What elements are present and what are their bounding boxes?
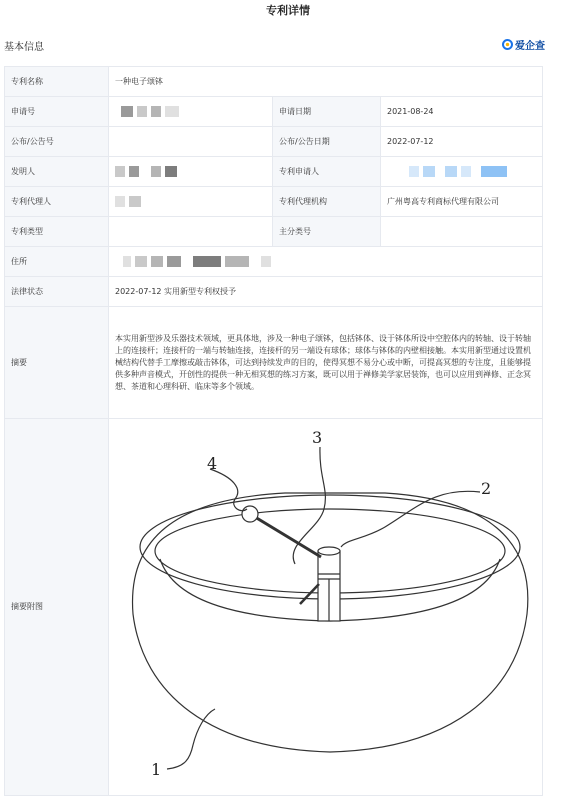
- table-row: [5, 277, 543, 307]
- figure-label-3: 3: [312, 428, 323, 447]
- publication-no-value: [109, 127, 273, 157]
- field-label: 摘要: [5, 307, 109, 419]
- applicant-redacted: [381, 157, 543, 187]
- section-title: 基本信息: [4, 42, 44, 53]
- legal-status-value: 2022-07-12 实用新型专利权授予: [109, 277, 543, 307]
- table-row: [5, 307, 543, 419]
- leader-line-3: [293, 447, 325, 564]
- table-row: [5, 187, 543, 217]
- field-label: 专利代理机构: [273, 187, 381, 217]
- magnifier-logo-icon: [502, 39, 513, 50]
- figure-label-2: 2: [481, 479, 492, 498]
- bowl-body: [133, 493, 528, 752]
- leader-line-1: [167, 709, 215, 769]
- field-label: 法律状态: [5, 277, 109, 307]
- field-label: 专利类型: [5, 217, 109, 247]
- figure-label-4: 4: [207, 454, 218, 473]
- field-label: 摘要附图: [5, 419, 109, 796]
- table-row: [5, 157, 543, 187]
- brand-logo[interactable]: [502, 37, 545, 52]
- patent-info-table: [4, 66, 543, 796]
- abstract-text: 本实用新型涉及乐器技术领域，更具体地，涉及一种电子颂钵，包括钵体、设于钵体所设中空腔体内的转轴、设于转轴上的连接杆；连接杆的一端与转轴连接，连接杆的另一端设有球体；球体与钵体的内壁相接触。本实用新型通过设置机械结构代替手工摩擦或敲击钵体，可达到持续发声的目的，使得冥想不易分心或中断，可提高冥想的专注度，且能够提供多种声音模式，开创性的提供一种无相冥想的练习方案，既可以用于禅修美学家居装饰，也可以应用到禅修、正念冥想、茶道和心理科研、临床等多个领域。: [109, 307, 543, 419]
- table-row: [5, 247, 543, 277]
- address-redacted: [109, 247, 543, 277]
- page-title: 专利详情: [266, 4, 310, 17]
- field-label: 专利名称: [5, 67, 109, 97]
- publication-date-value: 2022-07-12: [381, 127, 543, 157]
- field-label: 申请号: [5, 97, 109, 127]
- agency-value: 广州粤高专利商标代理有限公司: [381, 187, 543, 217]
- brand-name: 爱企查: [515, 41, 545, 52]
- main-class-value: [381, 217, 543, 247]
- application-no-redacted: [109, 97, 273, 127]
- abstract-figure-cell: [109, 419, 543, 796]
- field-label: 住所: [5, 247, 109, 277]
- ball: [242, 506, 258, 522]
- lower-arm: [300, 584, 319, 604]
- inventor-redacted: [109, 157, 273, 187]
- table-row: [5, 217, 543, 247]
- table-row: [5, 419, 543, 796]
- field-label: 专利申请人: [273, 157, 381, 187]
- application-date-value: 2021-08-24: [381, 97, 543, 127]
- field-label: 公布/公告号: [5, 127, 109, 157]
- patent-type-value: [109, 217, 273, 247]
- table-row: [5, 127, 543, 157]
- field-label: 主分类号: [273, 217, 381, 247]
- abstract-figure: [115, 419, 548, 791]
- shaft-top: [318, 547, 340, 555]
- table-row: [5, 67, 543, 97]
- patent-name-value: 一种电子颂钵: [109, 67, 543, 97]
- agent-redacted: [109, 187, 273, 217]
- field-label: 发明人: [5, 157, 109, 187]
- field-label: 公布/公告日期: [273, 127, 381, 157]
- table-row: [5, 97, 543, 127]
- field-label: 申请日期: [273, 97, 381, 127]
- leader-line-4: [210, 469, 247, 511]
- figure-label-1: 1: [151, 760, 162, 779]
- connecting-rod: [255, 517, 321, 557]
- field-label: 专利代理人: [5, 187, 109, 217]
